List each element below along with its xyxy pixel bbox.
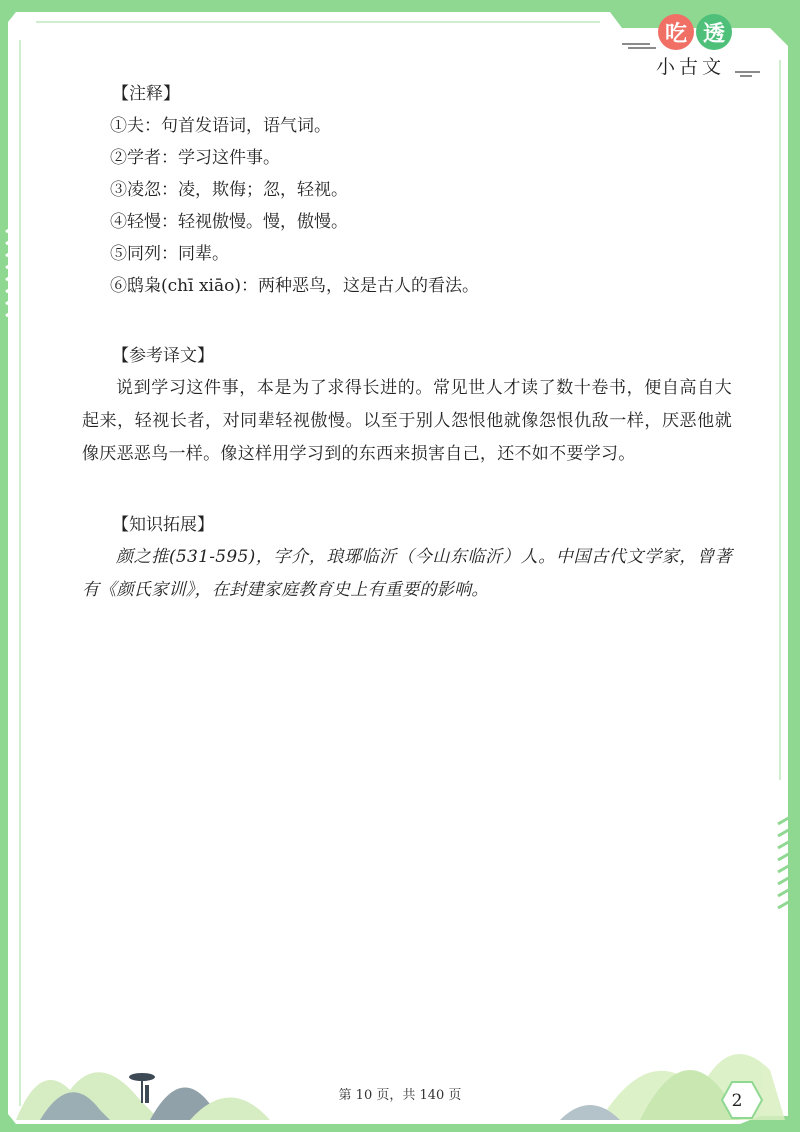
logo-char-1: 吃 [658, 14, 694, 50]
translation-text: 说到学习这件事，本是为了求得长进的。常见世人才读了数十卷书，便自高自大起来，轻视长者，对同辈轻视傲慢。以至于别人怨恨他就像怨恨仇敌一样，厌恶他就像厌恶恶鸟一样。像这样用学习到的东西来损害自己，还不如不要学习。 [82, 378, 732, 464]
note-item-6: ⑥鸱枭(chī xiāo)：两种恶鸟，这是古人的看法。 [110, 276, 479, 296]
note-item-1: ①夫：句首发语词，语气词。 [110, 116, 331, 136]
page-footer: 第 10 页，共 140 页 [338, 1088, 462, 1103]
note-item-2: ②学者：学习这件事。 [110, 148, 280, 168]
translation-title: 【参考译文】 [112, 346, 214, 366]
page-number: 2 [731, 1091, 743, 1111]
knowledge-text: 颜之推(531-595)，字介，琅琊临沂（今山东临沂）人。中国古代文学家，曾著有《颜氏家训》，在封建家庭教育史上有重要的影响。 [82, 547, 732, 600]
note-item-5: ⑤同列：同辈。 [110, 244, 229, 264]
notes-title: 【注释】 [112, 84, 180, 104]
knowledge-title: 【知识拓展】 [112, 515, 214, 535]
brand-logo [618, 10, 768, 82]
logo-subtitle: 小古文 [656, 56, 726, 78]
logo-char-2: 透 [696, 14, 732, 50]
main-content [82, 78, 732, 607]
note-item-3: ③凌忽：凌，欺侮；忽，轻视。 [110, 180, 348, 200]
note-item-4: ④轻慢：轻视傲慢。慢，傲慢。 [110, 212, 348, 232]
